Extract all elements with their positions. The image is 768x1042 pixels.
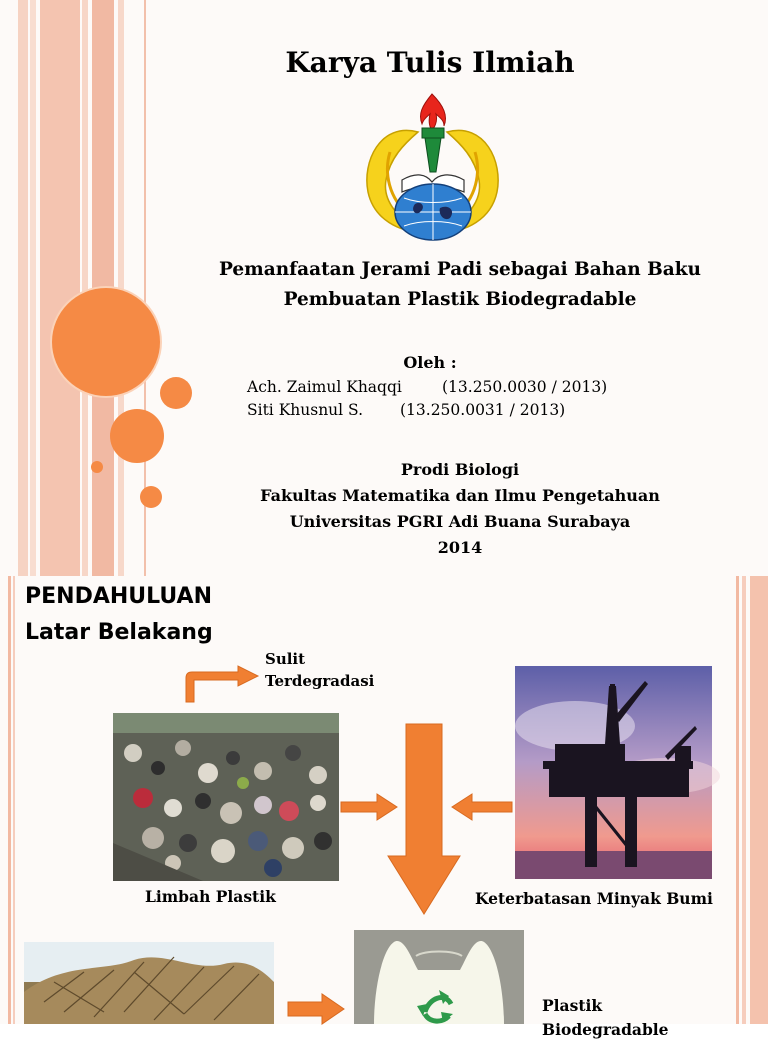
university: Universitas PGRI Adi Buana Surabaya xyxy=(289,512,631,531)
author-name: Siti Khusnul S. xyxy=(247,401,364,419)
decor-stripe xyxy=(8,576,11,1024)
caption-waste: Limbah Plastik xyxy=(145,887,276,906)
author-name: Ach. Zaimul Khaqqi xyxy=(247,378,402,396)
rice-straw-photo xyxy=(24,942,274,1024)
decor-stripe xyxy=(40,0,80,576)
slide-title: Karya Tulis Ilmiah xyxy=(285,46,575,79)
decor-stripe xyxy=(750,576,768,1024)
bent-arrow-icon xyxy=(180,664,260,704)
decor-circle xyxy=(140,486,162,508)
note-line: Terdegradasi xyxy=(265,672,375,690)
decor-circle-large xyxy=(52,288,160,396)
author-row xyxy=(247,376,607,399)
university-emblem-icon xyxy=(360,92,505,244)
degradation-note xyxy=(265,648,374,692)
caption-oil: Keterbatasan Minyak Bumi xyxy=(475,889,713,908)
prodi: Prodi Biologi xyxy=(400,460,520,479)
decor-stripe xyxy=(18,0,28,576)
decor-stripe xyxy=(82,0,88,576)
background-slide xyxy=(0,576,768,1039)
decor-stripe xyxy=(742,576,746,1024)
decor-stripe xyxy=(736,576,739,1024)
year: 2014 xyxy=(437,538,483,557)
note-line: Sulit xyxy=(265,650,306,668)
decor-stripe xyxy=(118,0,124,576)
author-id: (13.250.0031 / 2013) xyxy=(400,401,566,419)
arrow-down-icon xyxy=(388,724,460,914)
oil-rig-photo xyxy=(515,666,712,879)
decor-circle xyxy=(160,377,192,409)
decor-stripe xyxy=(30,0,36,576)
biodegradable-bag-photo xyxy=(354,930,524,1024)
caption-line: Plastik xyxy=(542,996,603,1015)
section-subheading: Latar Belakang xyxy=(25,620,213,645)
author-id: (13.250.0030 / 2013) xyxy=(442,378,608,396)
subtitle-line: Pemanfaatan Jerami Padi sebagai Bahan Baku xyxy=(218,259,701,280)
caption-product xyxy=(542,994,669,1042)
author-row xyxy=(247,399,607,422)
subtitle-line: Pembuatan Plastik Biodegradable xyxy=(283,289,637,310)
decor-stripe xyxy=(13,576,15,1024)
arrow-left-icon xyxy=(452,794,512,820)
arrow-right-icon xyxy=(288,994,344,1024)
faculty: Fakultas Matematika dan Ilmu Pengetahuan xyxy=(260,486,660,505)
author-list xyxy=(247,376,607,422)
decor-circle xyxy=(110,409,164,463)
caption-line: Biodegradable xyxy=(542,1020,669,1039)
by-label: Oleh : xyxy=(403,353,457,372)
decor-circle-small xyxy=(91,461,103,473)
plastic-waste-photo xyxy=(113,713,339,881)
institution-block xyxy=(200,457,720,561)
slide-subtitle xyxy=(160,255,760,315)
section-heading: PENDAHULUAN xyxy=(25,584,212,609)
